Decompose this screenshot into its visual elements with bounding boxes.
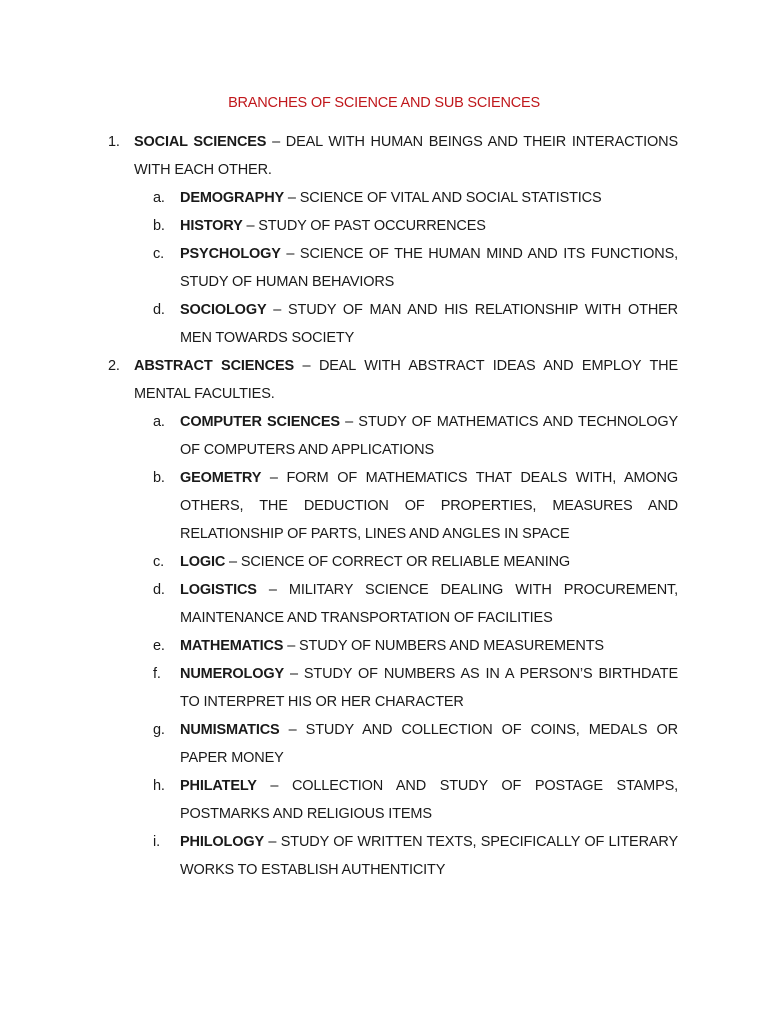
list-marker: a. xyxy=(153,414,165,430)
document-body xyxy=(108,128,678,884)
item-definition: – MILITARY SCIENCE DEALING WITH PROCUREMENT, MAINTENANCE AND TRANSPORTATION OF FACILITIES xyxy=(180,582,678,626)
list-marker: 1. xyxy=(108,134,120,150)
list-marker: d. xyxy=(153,582,165,598)
item-term: LOGIC xyxy=(180,554,226,570)
list-marker: e. xyxy=(153,638,165,654)
item-definition: – STUDY OF WRITTEN TEXTS, SPECIFICALLY OF LITERARY WORKS TO ESTABLISH AUTHENTICITY xyxy=(180,834,678,878)
item-term: SOCIOLOGY xyxy=(180,302,267,318)
list-item xyxy=(153,576,678,632)
section-term: ABSTRACT SCIENCES xyxy=(134,358,294,374)
list-item xyxy=(153,660,678,716)
section-definition: – DEAL WITH HUMAN BEINGS AND THEIR INTERACTIONS WITH EACH OTHER. xyxy=(134,134,678,178)
item-definition: – STUDY OF MAN AND HIS RELATIONSHIP WITH OTHER MEN TOWARDS SOCIETY xyxy=(180,302,678,346)
list-item xyxy=(153,212,678,240)
item-definition: – SCIENCE OF VITAL AND SOCIAL STATISTICS xyxy=(284,190,602,206)
list-marker: f. xyxy=(153,666,161,682)
section-abstract-sciences xyxy=(108,352,678,408)
item-term: PSYCHOLOGY xyxy=(180,246,281,262)
item-definition: – STUDY AND COLLECTION OF COINS, MEDALS OR PAPER MONEY xyxy=(180,722,678,766)
item-term: COMPUTER SCIENCES xyxy=(180,414,340,430)
list-marker: h. xyxy=(153,778,165,794)
item-term: LOGISTICS xyxy=(180,582,257,598)
section-definition: – DEAL WITH ABSTRACT IDEAS AND EMPLOY THE MENTAL FACULTIES. xyxy=(134,358,678,402)
list-item xyxy=(153,716,678,772)
list-marker: b. xyxy=(153,470,165,486)
list-item xyxy=(153,240,678,296)
list-item xyxy=(153,296,678,352)
list-item xyxy=(153,408,678,464)
list-marker: c. xyxy=(153,246,164,262)
item-term: HISTORY xyxy=(180,218,243,234)
section-term: SOCIAL SCIENCES xyxy=(134,134,267,150)
item-definition: – COLLECTION AND STUDY OF POSTAGE STAMPS, POSTMARKS AND RELIGIOUS ITEMS xyxy=(180,778,678,822)
item-term: NUMISMATICS xyxy=(180,722,280,738)
list-marker: g. xyxy=(153,722,165,738)
list-marker: b. xyxy=(153,218,165,234)
item-term: NUMEROLOGY xyxy=(180,666,285,682)
list-item xyxy=(153,828,678,884)
list-marker: c. xyxy=(153,554,164,570)
item-term: DEMOGRAPHY xyxy=(180,190,285,206)
item-definition: – SCIENCE OF CORRECT OR RELIABLE MEANING xyxy=(225,554,571,570)
item-definition: – STUDY OF PAST OCCURRENCES xyxy=(242,218,486,234)
item-definition: – STUDY OF NUMBERS AS IN A PERSON’S BIRTHDATE TO INTERPRET HIS OR HER CHARACTER xyxy=(180,666,678,710)
list-item xyxy=(153,184,678,212)
document-title: BRANCHES OF SCIENCE AND SUB SCIENCES xyxy=(228,95,540,111)
list-item xyxy=(153,548,678,576)
list-item xyxy=(153,464,678,548)
item-definition: – SCIENCE OF THE HUMAN MIND AND ITS FUNCTIONS, STUDY OF HUMAN BEHAVIORS xyxy=(180,246,678,290)
item-term: GEOMETRY xyxy=(180,470,262,486)
item-term: MATHEMATICS xyxy=(180,638,284,654)
list-item xyxy=(153,772,678,828)
item-definition: – FORM OF MATHEMATICS THAT DEALS WITH, AMONG OTHERS, THE DEDUCTION OF PROPERTIES, MEASURES AND RELATIONSHIP OF PARTS, LINES AND ANGLES IN SPACE xyxy=(180,470,678,542)
list-marker: i. xyxy=(153,834,160,850)
item-definition: – STUDY OF MATHEMATICS AND TECHNOLOGY OF COMPUTERS AND APPLICATIONS xyxy=(180,414,678,458)
section-social-sciences xyxy=(108,128,678,184)
item-term: PHILATELY xyxy=(180,778,257,794)
list-marker: a. xyxy=(153,190,165,206)
item-term: PHILOLOGY xyxy=(180,834,265,850)
list-item xyxy=(153,632,678,660)
list-marker: 2. xyxy=(108,358,120,374)
list-marker: d. xyxy=(153,302,165,318)
item-definition: – STUDY OF NUMBERS AND MEASUREMENTS xyxy=(283,638,604,654)
